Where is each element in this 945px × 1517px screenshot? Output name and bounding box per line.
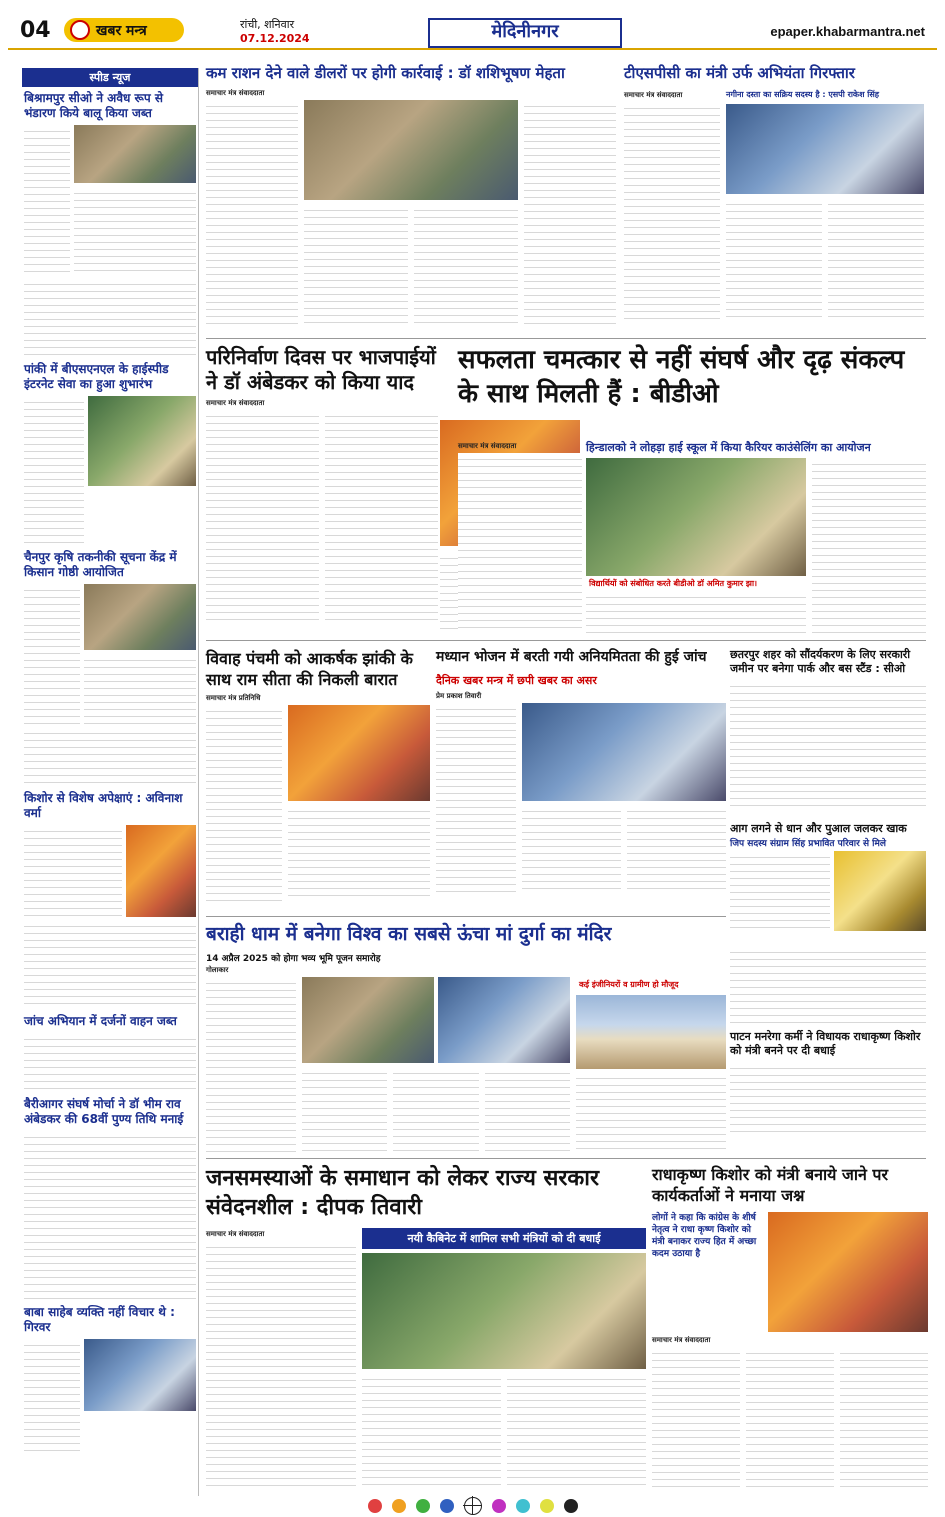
byline: समाचार मंत्र संवाददाता <box>206 1230 265 1238</box>
divider <box>206 916 726 917</box>
story-text <box>24 278 196 358</box>
registration-mark-icon <box>464 1497 482 1515</box>
farmers-photo <box>84 584 196 650</box>
meeting-photo <box>302 977 434 1063</box>
story-text <box>206 1241 356 1488</box>
brand-icon <box>70 20 90 40</box>
story-text <box>726 198 822 319</box>
meeting-photo <box>304 100 518 200</box>
story-text <box>24 396 84 546</box>
story-text <box>730 680 926 806</box>
dateline <box>240 18 310 46</box>
meeting-photo <box>438 977 570 1063</box>
story-text <box>206 977 296 1155</box>
story-text <box>730 851 830 931</box>
story-text <box>24 727 196 787</box>
byline: समाचार मंत्र संवाददाता <box>652 1336 711 1344</box>
headline[interactable]: छतरपुर शहर को सौंदर्यकरण के लिए सरकारी जमीन पर बनेगा पार्क और बस स्टैंड : सीओ <box>730 648 911 675</box>
story-vivah-panchami <box>206 648 430 910</box>
color-swatch <box>540 1499 554 1513</box>
byline: समाचार मंत्र संवाददाता <box>206 399 265 407</box>
pull-quote: लोगों ने कहा कि कांग्रेस के शीर्ष नेतृत्व ने राधा कृष्ण किशोर को मंत्री बनाकर राज्य हित में अच्छा कदम उठाया है <box>652 1213 757 1259</box>
story-text <box>522 805 621 893</box>
color-swatch <box>440 1499 454 1513</box>
story-ambedkar-tribute <box>206 345 438 635</box>
story-text <box>24 1339 80 1457</box>
headline[interactable]: बराही धाम में बनेगा विश्व का सबसे ऊंचा मां दुर्गा का मंदिर <box>206 923 612 945</box>
story-text <box>288 805 430 901</box>
subheadline: जिप सदस्य संग्राम सिंह प्रभावित परिवार से मिले <box>730 839 886 849</box>
left-story-head[interactable]: चैनपुर कृषि तकनीकी सूचना केंद्र में किसान गोष्ठी आयोजित <box>24 550 177 579</box>
story-text <box>485 1067 570 1155</box>
story-bdo-headline <box>458 343 928 435</box>
story-ration-dealers <box>206 64 616 332</box>
speed-news-kicker: स्पीड न्यूज <box>22 68 198 87</box>
masthead <box>8 8 937 50</box>
photo-caption: विद्यार्थियों को संबोधित करते बीडीओ डॉ अमित कुमार झा। <box>586 576 806 591</box>
story-text <box>24 584 80 724</box>
byline: प्रेम प्रकाश तिवारी <box>436 692 482 700</box>
story-text <box>325 410 438 620</box>
story-text <box>730 1062 926 1134</box>
divider <box>206 338 926 339</box>
fire-photo <box>834 851 926 931</box>
byline: समाचार मंत्र संवाददाता <box>458 442 517 450</box>
color-swatch <box>516 1499 530 1513</box>
press-conference-photo <box>726 104 924 194</box>
portrait-photo <box>126 825 196 917</box>
headline[interactable]: विवाह पंचमी को आकर्षक झांकी के साथ राम सीता की निकली बारात <box>206 649 413 689</box>
story-text <box>828 198 924 319</box>
left-column <box>22 68 199 1496</box>
celebration-photo <box>768 1212 928 1332</box>
left-story-head[interactable]: पांकी में बीएसएनएल के हाईस्पीड इंटरनेट सेवा का हुआ शुभारंभ <box>24 362 169 391</box>
brand-name: खबर मन्त्र <box>96 22 147 39</box>
photo-caption: कई इंजीनियरों व ग्रामीण हो मौजूद <box>576 977 726 992</box>
edition-title: मेदिनीनगर <box>428 18 622 48</box>
story-text <box>730 946 926 1026</box>
story-text <box>24 125 70 275</box>
story-text <box>24 825 122 917</box>
story-text <box>24 1033 196 1093</box>
headline[interactable]: परिनिर्वाण दिवस पर भाजपाईयों ने डॉ अंबेडकर को किया याद <box>206 345 436 394</box>
procession-photo <box>288 705 430 801</box>
subheadline: दैनिक खबर मन्त्र में छपी खबर का असर <box>436 674 597 687</box>
story-text <box>840 1347 928 1487</box>
inauguration-photo <box>88 396 196 486</box>
story-text <box>586 591 806 634</box>
story-chhatarpur-park <box>730 648 926 818</box>
story-text <box>436 703 516 893</box>
story-text <box>812 458 926 634</box>
story-text <box>206 410 319 620</box>
subheadline: नयी कैबिनेट में शामिल सभी मंत्रियों को दी बधाई <box>362 1228 646 1249</box>
headline[interactable]: आग लगने से धान और पुआल जलकर खाक <box>730 822 907 835</box>
headline[interactable]: जनसमस्याओं के समाधान को लेकर राज्य सरकार संवेदनशील : दीपक तिवारी <box>206 1166 599 1220</box>
story-text <box>206 100 298 324</box>
city-day: रांची, शनिवार <box>240 18 295 31</box>
story-text <box>576 1072 726 1155</box>
left-story-head[interactable]: किशोर से विशेष अपेक्षाएं : अविनाश वर्मा <box>24 791 183 820</box>
story-text <box>304 204 408 324</box>
story-text <box>74 187 196 275</box>
page-number: 04 <box>20 18 51 43</box>
brand-logo <box>64 18 184 42</box>
story-text <box>624 102 720 319</box>
color-swatch <box>392 1499 406 1513</box>
story-text <box>627 805 726 893</box>
left-story-head[interactable]: बिश्रामपुर सीओ ने अवैध रूप से भंडारण किये बालू किया जब्त <box>24 91 163 120</box>
headline[interactable]: पाटन मनरेगा कर्मी ने विधायक राधाकृष्ण किशोर को मंत्री बनने पर दी बधाई <box>730 1030 921 1057</box>
story-celebration <box>652 1164 928 1490</box>
left-story-head[interactable]: बाबा साहेब व्यक्ति नहीं विचार थे : गिरवर <box>24 1305 175 1334</box>
story-bdo-left <box>458 440 582 634</box>
tribute-photo <box>84 1339 196 1411</box>
story-text <box>507 1373 646 1488</box>
headline[interactable]: राधाकृष्ण किशोर को मंत्री बनाये जाने पर कार्यकर्ताओं ने मनाया जश्न <box>652 1165 889 1205</box>
story-midday-meal <box>436 648 726 910</box>
inspection-photo <box>522 703 726 801</box>
left-story-head[interactable]: जांच अभियान में दर्जनों वाहन जब्त <box>24 1014 177 1028</box>
kicker: 14 अप्रैल 2025 को होगा भव्य भूमि पूजन समारोह <box>206 954 381 964</box>
subheadline: हिन्डालको ने लोहड़ा हाई स्कूल में किया कैरियर काउंसेलिंग का आयोजन <box>586 441 871 454</box>
headline[interactable]: मध्यान भोजन में बरती गयी अनियमितता की हुई जांच <box>436 649 707 665</box>
temple-model-photo <box>576 995 726 1069</box>
left-story-head[interactable]: बैरीआगर संघर्ष मोर्चा ने डॉ भीम राव अंबेडकर की 68वीं पुण्य तिथि मनाई <box>24 1097 184 1126</box>
epaper-url[interactable]: epaper.khabarmantra.net <box>770 24 925 39</box>
color-swatch <box>492 1499 506 1513</box>
story-deepak-tiwari <box>206 1164 646 1490</box>
issue-date: 07.12.2024 <box>240 32 310 45</box>
headline[interactable]: टीएसपीसी का मंत्री उर्फ अभियंता गिरफ्तार <box>624 64 855 82</box>
cabinet-photo <box>362 1253 646 1369</box>
story-mnrega-greeting <box>730 1030 926 1148</box>
headline[interactable]: कम राशन देने वाले डीलरों पर होगी कार्रवाई : डॉ शशिभूषण मेहता <box>206 64 565 82</box>
byline: गोलाकार <box>206 966 229 974</box>
story-text <box>206 705 282 901</box>
byline: समाचार मंत्र संवाददाता <box>206 89 265 97</box>
story-text <box>362 1373 501 1488</box>
kicker: नगीना दस्ता का सक्रिय सदस्य है : एसपी राकेश सिंह <box>726 90 880 99</box>
story-text <box>302 1067 387 1155</box>
headline[interactable]: सफलता चमत्कार से नहीं संघर्ष और दृढ़ संकल्प के साथ मिलती हैं : बीडीओ <box>458 345 905 409</box>
color-swatch <box>368 1499 382 1513</box>
story-tspc-arrest <box>624 64 924 332</box>
color-swatch <box>416 1499 430 1513</box>
divider <box>206 1158 926 1159</box>
byline: समाचार मंत्र प्रतिनिधि <box>206 694 261 702</box>
story-bdo-body <box>586 458 926 634</box>
story-text <box>393 1067 478 1155</box>
story-fire <box>730 822 926 942</box>
story-text <box>24 920 196 1010</box>
divider <box>206 640 926 641</box>
counselling-photo <box>586 458 806 576</box>
story-text <box>458 453 582 631</box>
story-text <box>84 654 196 724</box>
color-swatch <box>564 1499 578 1513</box>
story-barahi-dham <box>206 922 726 1152</box>
print-registration-bar <box>0 1494 945 1517</box>
story-text <box>746 1347 834 1487</box>
tractor-photo <box>74 125 196 183</box>
story-text <box>414 204 518 324</box>
story-text <box>652 1347 740 1487</box>
story-text <box>24 1131 196 1301</box>
story-text <box>524 100 616 324</box>
story-bdo-sub <box>586 440 926 455</box>
byline: समाचार मंत्र संवाददाता <box>624 91 683 99</box>
